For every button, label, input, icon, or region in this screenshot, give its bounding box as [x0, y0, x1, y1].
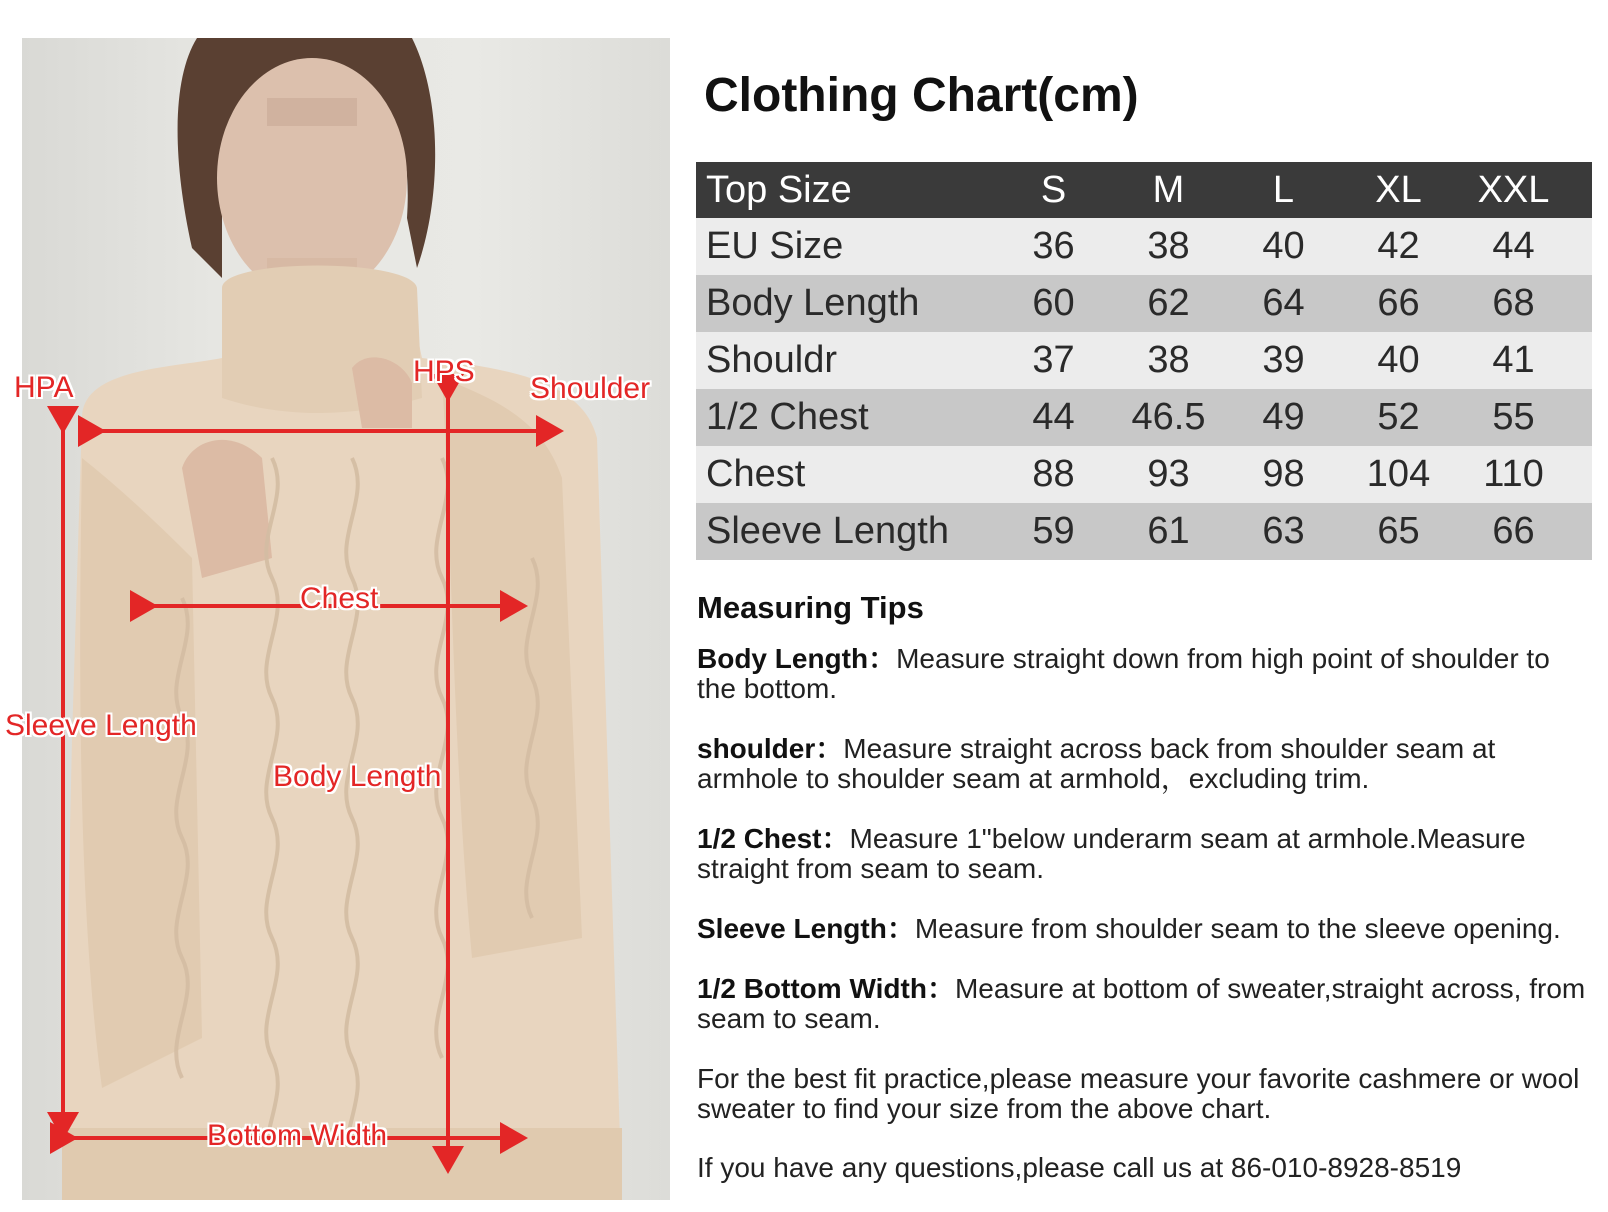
table-cell: 64	[1262, 282, 1305, 324]
table-cell: 42	[1377, 225, 1420, 267]
size-table	[696, 162, 1592, 560]
table-cell: 68	[1492, 282, 1535, 324]
row-label: Chest	[706, 453, 806, 495]
table-cell: 110	[1483, 453, 1544, 495]
tip-text: Measure straight down from high point of shoulder to the bottom.	[697, 643, 1550, 704]
tip-term: 1/2 Chest：	[697, 823, 850, 854]
table-row	[696, 503, 1592, 560]
sleeve-length-label: Sleeve Length	[5, 709, 197, 742]
hpa-label: HPA	[14, 371, 74, 404]
table-row	[696, 446, 1592, 503]
table-cell: 40	[1262, 225, 1305, 267]
page-title: Clothing Chart(cm)	[704, 69, 1139, 122]
tip-text: Measure from shoulder seam to the sleeve opening.	[914, 913, 1561, 944]
product-photo	[22, 38, 670, 1200]
table-cell: 38	[1147, 225, 1190, 267]
tip-term: shoulder：	[697, 733, 844, 764]
hps-label: HPS	[413, 355, 475, 388]
table-row	[696, 218, 1592, 275]
table-header-cell: S	[1040, 168, 1067, 211]
contact-note: If you have any questions,please call us at 86-010-8928-8519	[697, 1152, 1462, 1183]
tip-term: 1/2 Bottom Width：	[697, 973, 955, 1004]
table-cell: 55	[1492, 396, 1535, 438]
tip-text: Measure straight across back from shoulder seam at armhole to shoulder seam at armhold，excluding trim.	[697, 733, 1496, 794]
table-header-cell: XL	[1375, 168, 1422, 211]
row-label: Shouldr	[706, 339, 837, 381]
tip-text: Measure at bottom of sweater,straight across, from seam to seam.	[697, 973, 1586, 1034]
table-cell: 66	[1492, 510, 1535, 552]
table-cell: 104	[1366, 453, 1431, 495]
table-header-cell: Top Size	[706, 168, 852, 211]
shoulder-label: Shoulder	[530, 372, 651, 405]
row-label: Sleeve Length	[706, 510, 949, 552]
table-header-cell: XXL	[1477, 168, 1550, 211]
tip-text: Measure 1"below underarm seam at armhole.Measure straight from seam to seam.	[697, 823, 1526, 884]
tip-item	[697, 974, 1587, 1034]
table-cell: 44	[1032, 396, 1075, 438]
table-header-cell: L	[1272, 168, 1295, 211]
table-row	[696, 389, 1592, 446]
measurement-arrows	[22, 38, 670, 1200]
table-cell: 36	[1032, 225, 1075, 267]
table-cell: 46.5	[1131, 396, 1206, 438]
row-label: 1/2 Chest	[706, 396, 869, 438]
table-cell: 63	[1262, 510, 1305, 552]
table-cell: 37	[1032, 339, 1075, 381]
body-length-label: Body Length	[273, 760, 442, 793]
table-cell: 62	[1147, 282, 1190, 324]
bottom-width-label: Bottom Width	[207, 1119, 388, 1152]
table-cell: 44	[1492, 225, 1535, 267]
tip-term: Sleeve Length：	[697, 913, 915, 944]
chest-label: Chest	[300, 582, 379, 615]
measuring-tips	[697, 590, 1587, 1212]
table-cell: 98	[1262, 453, 1305, 495]
table-row	[696, 275, 1592, 332]
table-cell: 52	[1377, 396, 1420, 438]
table-header-cell: M	[1152, 168, 1185, 211]
table-cell: 61	[1147, 510, 1190, 552]
table-cell: 41	[1492, 339, 1535, 381]
tip-item	[697, 734, 1587, 794]
row-label: EU Size	[706, 225, 844, 267]
table-row	[696, 332, 1592, 389]
table-cell: 60	[1032, 282, 1075, 324]
table-cell: 65	[1377, 510, 1420, 552]
table-cell: 93	[1147, 453, 1190, 495]
tip-term: Body Length：	[697, 643, 897, 674]
fit-note: For the best fit practice,please measure your favorite cashmere or wool sweater to find your size from the above chart.	[697, 1063, 1580, 1124]
tips-title: Measuring Tips	[697, 590, 924, 625]
table-cell: 38	[1147, 339, 1190, 381]
tip-item	[697, 824, 1587, 884]
table-cell: 59	[1032, 510, 1075, 552]
table-cell: 88	[1032, 453, 1075, 495]
table-cell: 39	[1262, 339, 1305, 381]
table-cell: 66	[1377, 282, 1420, 324]
tip-item	[697, 644, 1587, 704]
tip-item	[697, 914, 1587, 944]
row-label: Body Length	[706, 282, 920, 324]
table-cell: 40	[1377, 339, 1420, 381]
table-header-row	[696, 162, 1592, 218]
table-cell: 49	[1262, 396, 1305, 438]
